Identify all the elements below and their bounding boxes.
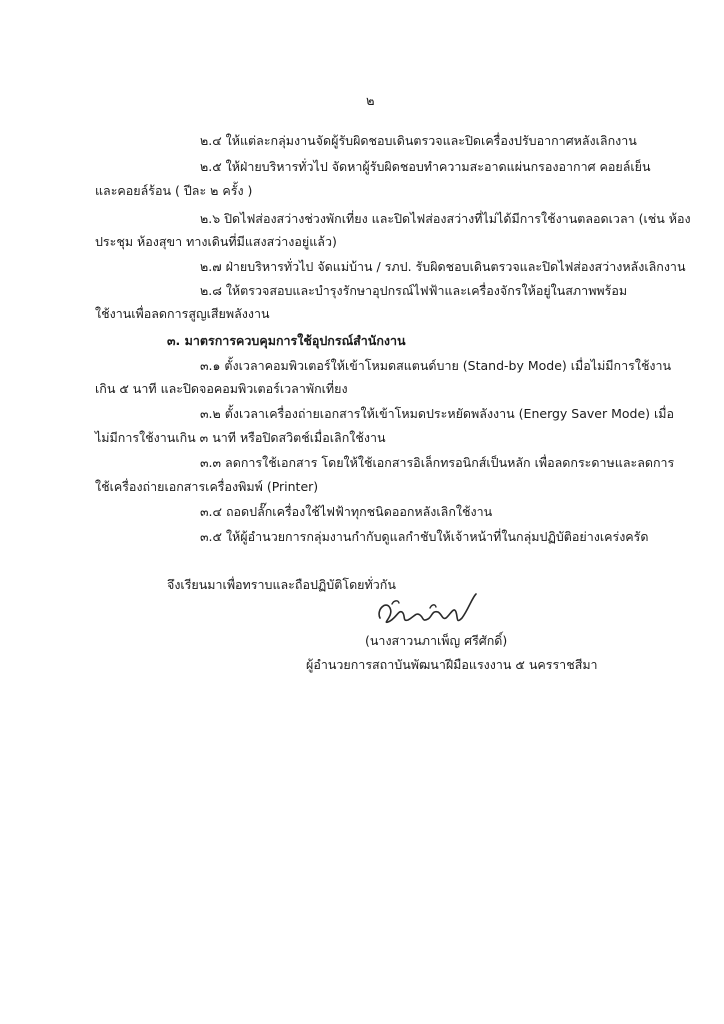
section-3-heading: ๓. มาตรการควบคุมการใช้อุปกรณ์สำนักงาน xyxy=(167,333,406,348)
signatory-position: ผู้อำนวยการสถาบันพัฒนาฝีมือแรงงาน ๕ นครราชสีมา xyxy=(306,657,598,672)
signatory-name: (นางสาวนภาเพ็ญ ศรีศักดิ์) xyxy=(365,633,508,648)
item-2-4: ๒.๔ ให้แต่ละกลุ่มงานจัดผู้รับผิดชอบเดินตรวจและปิดเครื่องปรับอากาศหลังเลิกงาน xyxy=(200,133,637,148)
page-number: ๒ xyxy=(366,94,375,109)
item-2-7: ๒.๗ ฝ่ายบริหารทั่วไป จัดแม่บ้าน / รภป. รับผิดชอบเดินตรวจและปิดไฟส่องสว่างหลังเลิกงาน xyxy=(200,259,686,274)
closing-text: จึงเรียนมาเพื่อทราบและถือปฏิบัติโดยทั่วกัน xyxy=(167,577,396,592)
item-3-2-line-1: ๓.๒ ตั้งเวลาเครื่องถ่ายเอกสารให้เข้าโหมดประหยัดพลังงาน (Energy Saver Mode) เมื่อ xyxy=(200,406,675,421)
item-3-2-line-2: ไม่มีการใช้งานเกิน ๓ นาที หรือปิดสวิตช์เมื่อเลิกใช้งาน xyxy=(95,430,386,445)
item-3-3-line-2: ใช้เครื่องถ่ายเอกสารเครื่องพิมพ์ (Printer) xyxy=(95,479,319,494)
item-3-1-line-1: ๓.๑ ตั้งเวลาคอมพิวเตอร์ให้เข้าโหมดสแตนด์บาย (Stand-by Mode) เมื่อไม่มีการใช้งาน xyxy=(200,358,672,373)
item-3-3-line-1: ๓.๓ ลดการใช้เอกสาร โดยให้ใช้เอกสารอิเล็กทรอนิกส์เป็นหลัก เพื่อลดกระดาษและลดการ xyxy=(200,455,675,470)
item-2-5-line-2: และคอยล์ร้อน ( ปีละ ๒ ครั้ง ) xyxy=(95,183,253,198)
handwritten-signature xyxy=(372,588,492,632)
item-3-5: ๓.๕ ให้ผู้อำนวยการกลุ่มงานกำกับดูแลกำชับให้เจ้าหน้าที่ในกลุ่มปฏิบัติอย่างเคร่งครัด xyxy=(200,529,649,544)
item-2-8-line-1: ๒.๘ ให้ตรวจสอบและบำรุงรักษาอุปกรณ์ไฟฟ้าและเครื่องจักรให้อยู่ในสภาพพร้อม xyxy=(200,283,628,298)
item-2-6-line-1: ๒.๖ ปิดไฟส่องสว่างช่วงพักเที่ยง และปิดไฟส่องสว่างที่ไม่ได้มีการใช้งานตลอดเวลา (เช่น ห้อง xyxy=(200,211,691,226)
item-3-1-line-2: เกิน ๕ นาที และปิดจอคอมพิวเตอร์เวลาพักเที่ยง xyxy=(95,381,348,396)
item-3-4: ๓.๔ ถอดปลั๊กเครื่องใช้ไฟฟ้าทุกชนิดออกหลังเลิกใช้งาน xyxy=(200,504,493,519)
item-2-6-line-2: ประชุม ห้องสุขา ทางเดินที่มีแสงสว่างอยู่แล้ว) xyxy=(95,234,337,249)
item-2-8-line-2: ใช้งานเพื่อลดการสูญเสียพลังงาน xyxy=(95,306,270,321)
item-2-5-line-1: ๒.๕ ให้ฝ่ายบริหารทั่วไป จัดหาผู้รับผิดชอบทำความสะอาดแผ่นกรองอากาศ คอยล์เย็น xyxy=(200,159,651,174)
